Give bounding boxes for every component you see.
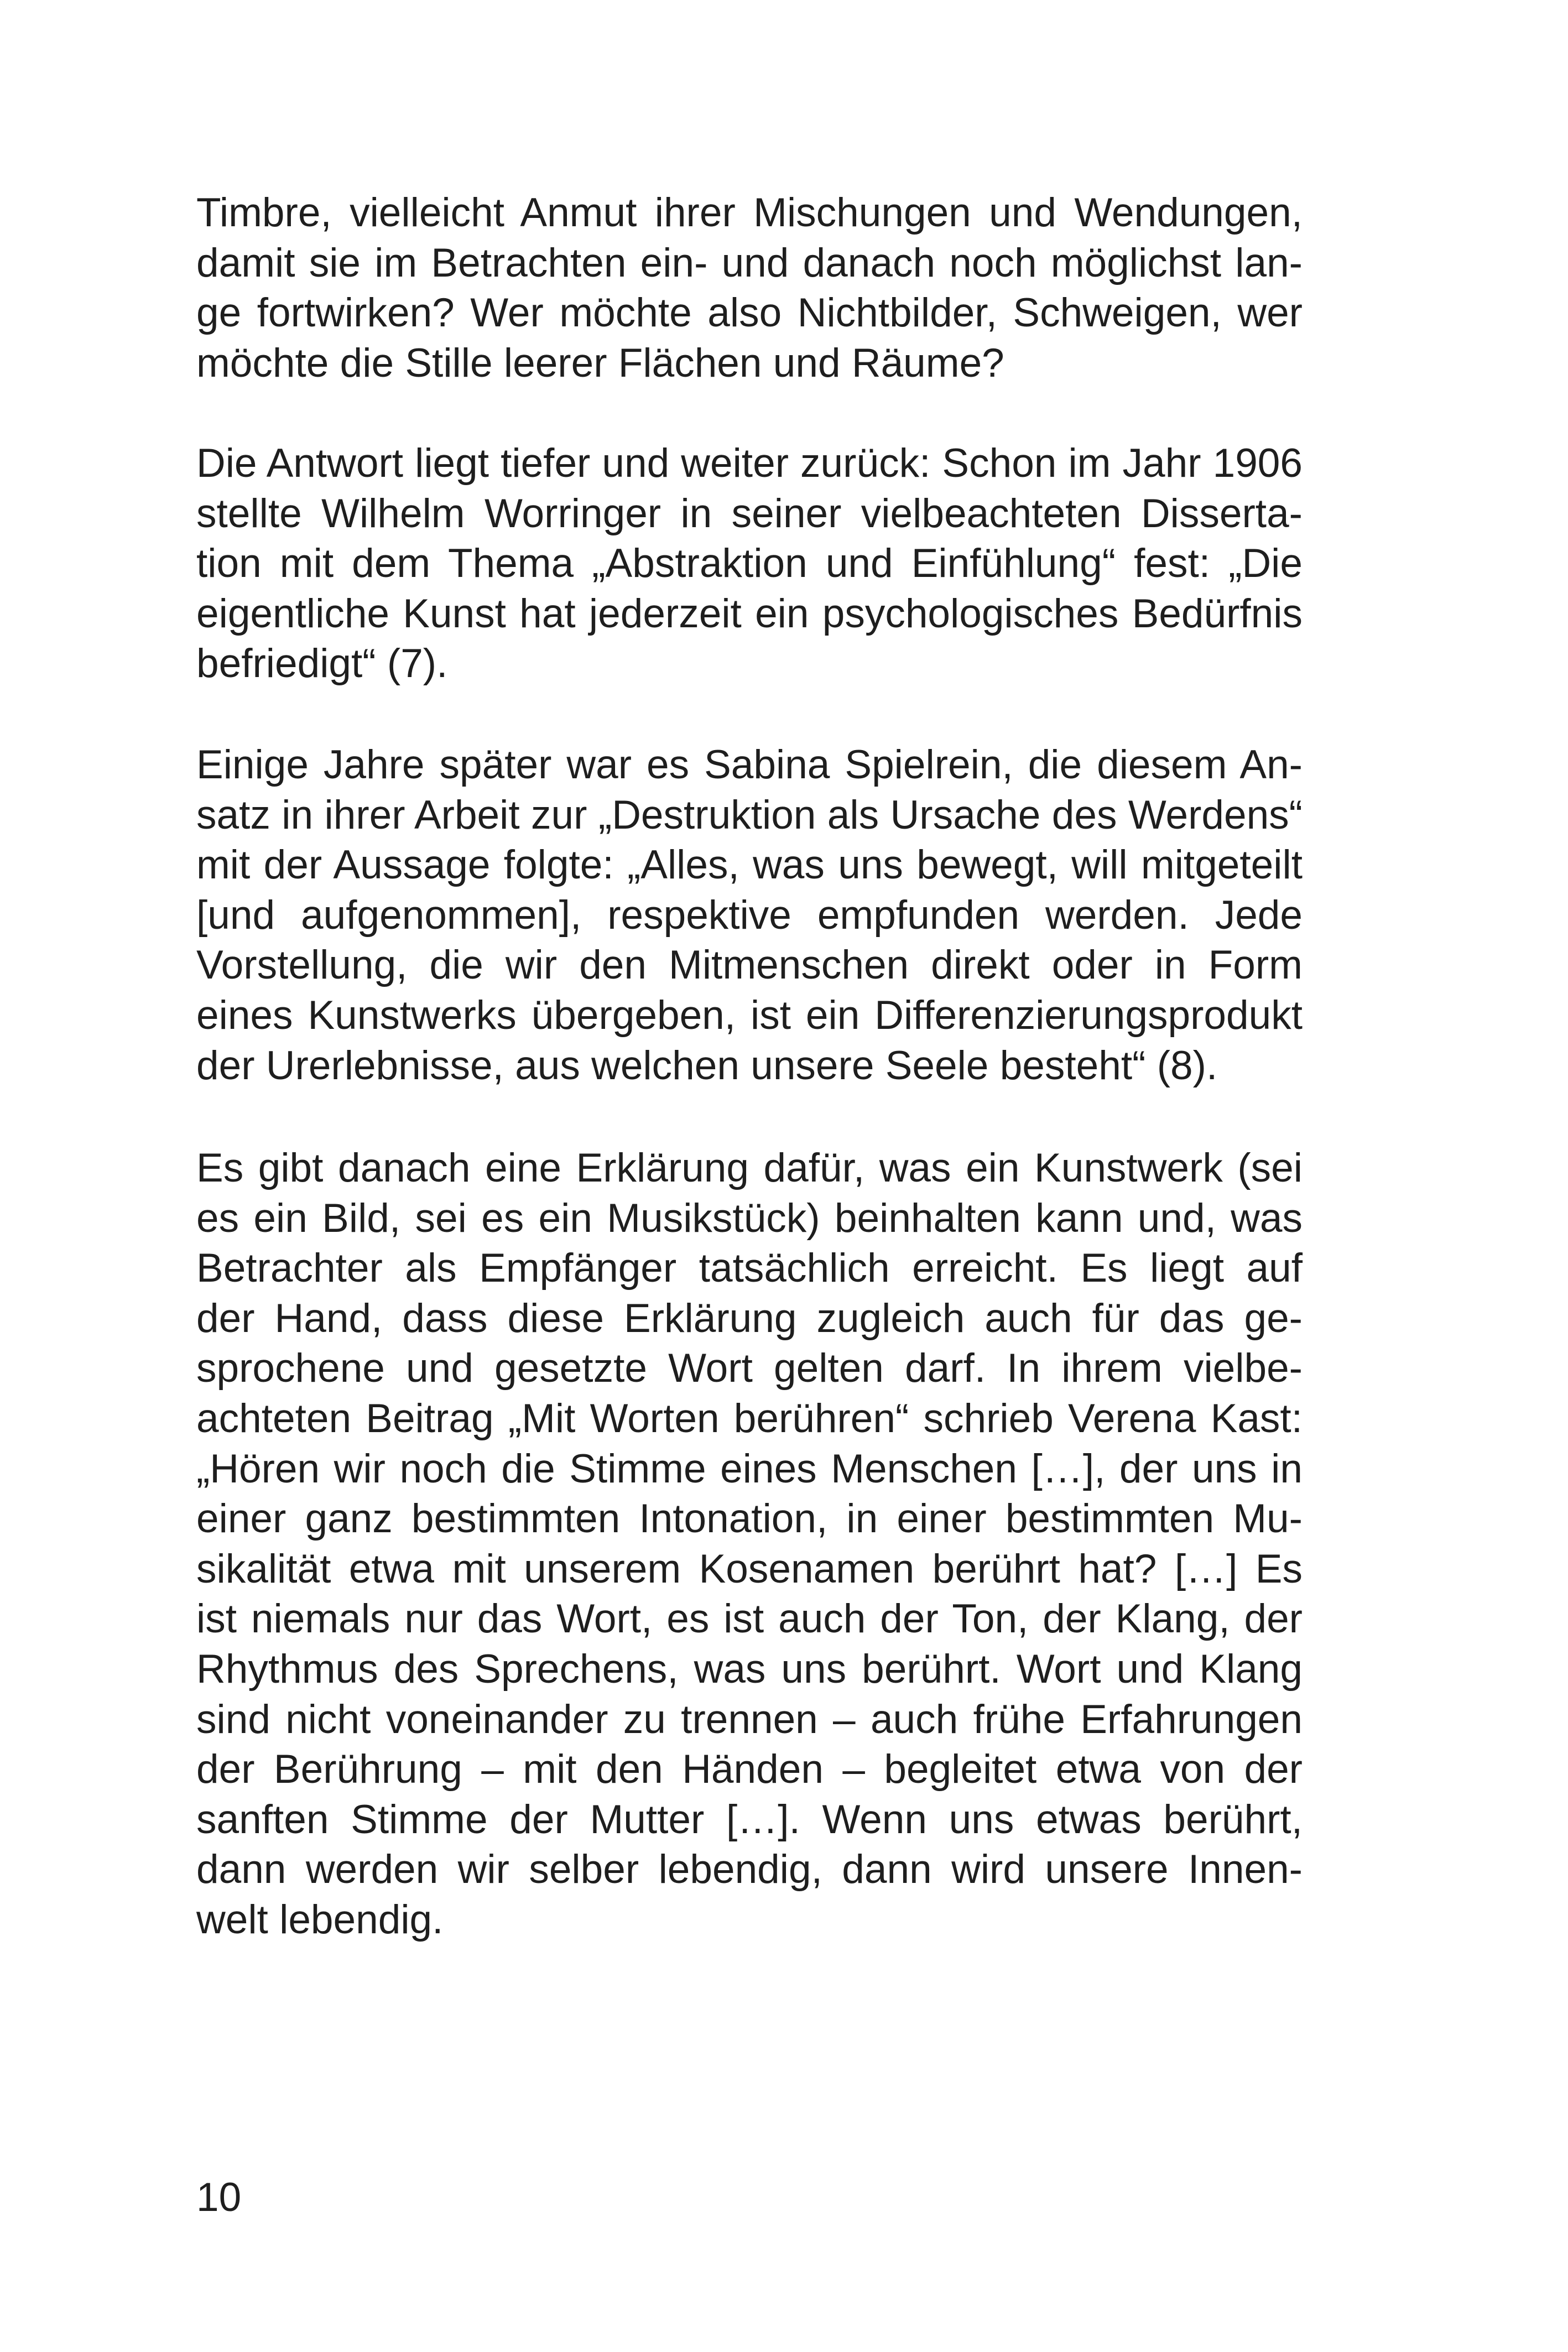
text-line: achteten Beitrag „Mit Worten berühren“ schrieb Verena Kast: (196, 1396, 1303, 1441)
text-line: eigentliche Kunst hat jederzeit ein psychologisches Bedürfnis (196, 591, 1303, 636)
text-line: welt lebendig. (196, 1897, 444, 1942)
text-line: ist niemals nur das Wort, es ist auch der Ton, der Klang, der (196, 1596, 1303, 1642)
text-line: möchte die Stille leerer Flächen und Räume? (196, 340, 1004, 386)
text-line: tion mit dem Thema „Abstraktion und Einfühlung“ fest: „Die (196, 541, 1303, 586)
text-line: Vorstellung, die wir den Mitmenschen direkt oder in Form (196, 943, 1303, 988)
text-line: Betrachter als Empfänger tatsächlich erreicht. Es liegt auf (196, 1246, 1303, 1291)
paragraph-3 (196, 740, 1303, 1091)
text-line: ge fortwirken? Wer möchte also Nichtbilder, Schweigen, wer (196, 290, 1303, 336)
text-line: Die Antwort liegt tiefer und weiter zurück: Schon im Jahr 1906 (196, 441, 1303, 486)
text-line: satz in ihrer Arbeit zur „Destruktion als Ursache des Werdens“ (196, 792, 1303, 837)
text-line: sprochene und gesetzte Wort gelten darf. In ihrem vielbe- (196, 1346, 1303, 1391)
text-line: mit der Aussage folgte: „Alles, was uns bewegt, will mitgeteilt (196, 842, 1303, 888)
text-line: es ein Bild, sei es ein Musikstück) beinhalten kann und, was (196, 1195, 1303, 1241)
text-line: Timbre, vielleicht Anmut ihrer Mischungen und Wendungen, (196, 190, 1303, 235)
text-line: damit sie im Betrachten ein- und danach noch möglichst lan- (196, 240, 1303, 285)
text-line: „Hören wir noch die Stimme eines Menschen […], der uns in (196, 1446, 1303, 1491)
text-line: [und aufgenommen], respektive empfunden werden. Jede (196, 892, 1303, 938)
paragraph-1 (196, 188, 1303, 388)
text-line: Rhythmus des Sprechens, was uns berührt. Wort und Klang (196, 1646, 1303, 1692)
text-line: eines Kunstwerks übergeben, ist ein Differenzierungsprodukt (196, 992, 1303, 1038)
text-line: einer ganz bestimmten Intonation, in einer bestimmten Mu- (196, 1496, 1303, 1542)
text-line: der Urerlebnisse, aus welchen unsere Seele besteht“ (8). (196, 1043, 1218, 1088)
text-line: sind nicht voneinander zu trennen – auch frühe Erfahrungen (196, 1697, 1303, 1742)
text-line: sanften Stimme der Mutter […]. Wenn uns etwas berührt, (196, 1797, 1303, 1842)
page-number: 10 (196, 2175, 242, 2220)
text-line: stellte Wilhelm Worringer in seiner vielbeachteten Disserta- (196, 491, 1303, 536)
text-line: sikalität etwa mit unserem Kosenamen berührt hat? […] Es (196, 1546, 1303, 1591)
text-line: befriedigt“ (7). (196, 641, 448, 686)
paragraph-4 (196, 1143, 1303, 1945)
text-line: Es gibt danach eine Erklärung dafür, was ein Kunstwerk (sei (196, 1146, 1303, 1190)
text-line: dann werden wir selber lebendig, dann wird unsere Innen- (196, 1847, 1303, 1892)
paragraph-2 (196, 439, 1303, 689)
text-line: Einige Jahre später war es Sabina Spielrein, die diesem An- (196, 742, 1303, 787)
text-line: der Berührung – mit den Händen – begleitet etwa von der (196, 1747, 1303, 1792)
text-line: der Hand, dass diese Erklärung zugleich auch für das ge- (196, 1295, 1303, 1341)
